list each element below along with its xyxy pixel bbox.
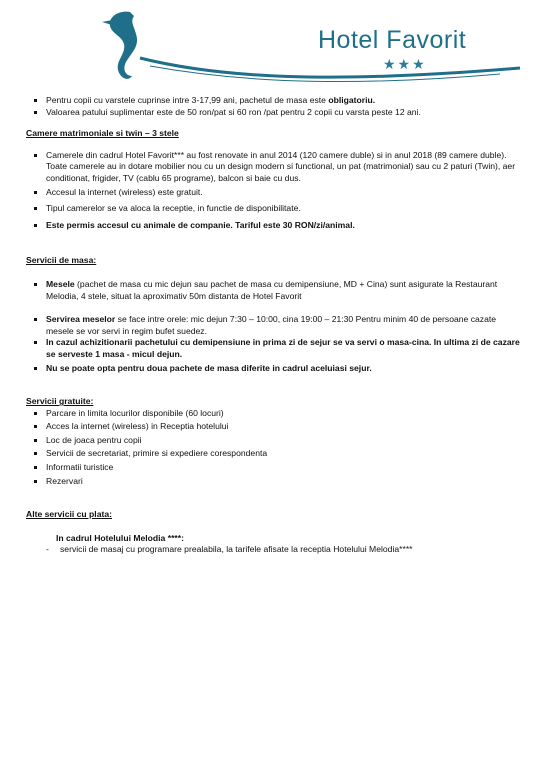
list-item: - servicii de masaj cu programare prealabila, la tarifele afisate la receptia Hotelului Melodia****	[40, 544, 526, 556]
hotel-stars: ★★★	[383, 56, 427, 72]
list-item: Valoarea patului suplimentar este de 50 ron/pat si 60 ron /pat pentru 2 copii cu varsta peste 12 ani.	[26, 107, 526, 119]
swoosh-line	[140, 58, 520, 77]
document-body	[26, 95, 526, 556]
intro-list	[26, 95, 526, 118]
free-services-title: Servicii gratuite:	[26, 396, 94, 407]
list-item: Acces la internet (wireless) in Receptia hotelului	[26, 421, 526, 433]
list-item: Tipul camerelor se va aloca la receptie, in functie de disponibilitate.	[26, 203, 526, 215]
header	[0, 0, 544, 95]
meals-title: Servicii de masa:	[26, 255, 97, 266]
paid-services-list	[26, 544, 526, 556]
list-item: In cazul achizitionarii pachetului cu demipensiune in prima zi de sejur se va servi o masa-cina. In ultima zi de cazare se serveste 1 masa - micul dejun.	[26, 337, 526, 360]
seahorse-icon	[102, 12, 137, 79]
list-item: Rezervari	[26, 476, 526, 488]
paid-services-subtitle: In cadrul Hotelului Melodia ****:	[56, 532, 184, 543]
list-item: Nu se poate opta pentru doua pachete de masa diferite in cadrul aceluiasi sejur.	[26, 363, 526, 375]
list-item: Accesul la internet (wireless) este gratuit.	[26, 187, 526, 199]
list-item: Loc de joaca pentru copii	[26, 435, 526, 447]
rooms-title: Camere matrimoniale si twin – 3 stele	[26, 128, 179, 139]
list-item: Servicii de secretariat, primire si expediere corespondenta	[26, 448, 526, 460]
meals-list	[26, 279, 526, 374]
list-item: Informatii turistice	[26, 462, 526, 474]
paid-services-title: Alte servicii cu plata:	[26, 509, 112, 520]
list-item: Camerele din cadrul Hotel Favorit*** au fost renovate in anul 2014 (120 camere duble) si in anul 2018 (89 camere duble). Toate camerele au in dotare mobilier nou cu un design modern si functional, un pat (matrimonial) sau cu 2 paturi (Twin), aer conditionat, frigider, TV (cablu 65 programe), balcon si baie cu dus.	[26, 150, 526, 185]
list-item: Mesele (pachet de masa cu mic dejun sau pachet de masa cu demipensiune, MD + Cina) sunt asigurate la Restaurant Melodia, 4 stele, situat la aproximativ 50m distanta de Hotel Favorit	[26, 279, 526, 302]
list-item: Servirea meselor se face intre orele: mic dejun 7:30 – 10:00, cina 19:00 – 21:30 Pentru minim 40 de persoane cazate mesele se vor servi in regim bufet suedez.	[26, 314, 526, 337]
list-item: Este permis accesul cu animale de companie. Tariful este 30 RON/zi/animal.	[26, 220, 526, 232]
free-services-list	[26, 408, 526, 488]
list-item: Pentru copii cu varstele cuprinse intre 3-17,99 ani, pachetul de masa este obligatoriu.	[26, 95, 526, 107]
list-item: Parcare in limita locurilor disponibile (60 locuri)	[26, 408, 526, 420]
hotel-name: Hotel Favorit	[318, 26, 467, 54]
rooms-list	[26, 150, 526, 232]
